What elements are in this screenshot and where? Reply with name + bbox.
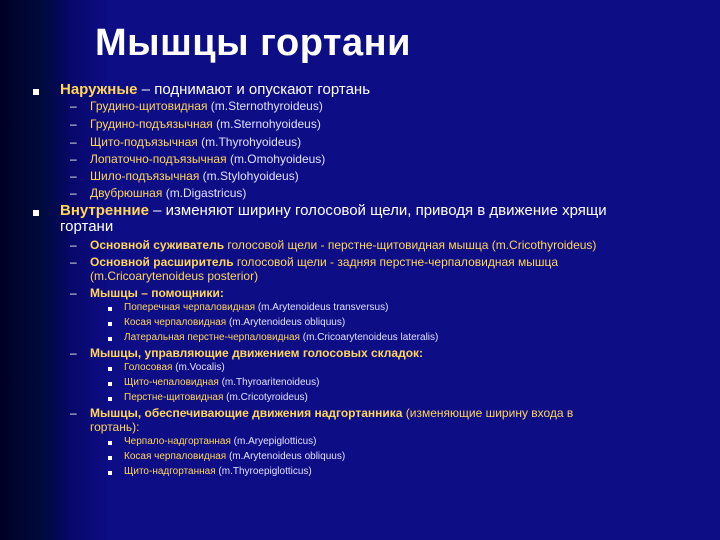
bullet-square-icon [108,307,112,311]
outer-item-lat: (m.Stylohyoideus) [199,169,299,183]
outer-item-lat: (m.Sternohyoideus) [212,117,321,131]
outer-item-lat: (m.Digastricus) [162,186,247,200]
vocal-item [124,377,319,388]
outer-item [90,99,323,113]
helper-item [124,317,345,328]
outer-item-lat: (m.Thyrohyoideus) [197,135,302,149]
dash-icon: – [70,169,77,183]
bullet-square-icon [108,382,112,386]
dash-icon: – [70,238,77,252]
dilator-line [90,255,558,269]
dash-icon: – [70,286,77,300]
epiglottis-item-lat: (m.Thyroepiglotticus) [215,466,312,477]
dash-icon: – [70,152,77,166]
bullet-square-icon [108,367,112,371]
epiglottis-item-lat: (m.Arytenoideus obliquus) [226,451,346,462]
vocal-item-lat: (m.Vocalis) [172,362,225,373]
vocal-item [124,362,225,373]
epiglottis-item-ru: Щито-надгортанная [124,466,216,477]
outer-item-lat: (m.Sternothyroideus) [207,99,323,113]
vocal-item [124,392,308,403]
epiglottis-line [90,406,573,420]
epiglottis-item [124,451,345,462]
dilator-desc: голосовой щели - задняя перстне-черпаловидная мышца [233,255,559,269]
outer-item-ru: Шило-подъязычная [90,169,200,183]
bullet-square-icon [33,89,39,95]
outer-heading: Наружные [60,81,138,98]
epiglottis-desc-cont: гортань): [90,420,140,434]
vocal-item-lat: (m.Thyroaritenoideus) [218,377,320,388]
bullet-square-icon [108,322,112,326]
dilator-heading: Основной расширитель [90,255,234,269]
helper-item-lat: (m.Arytenoideus obliquus) [226,317,346,328]
outer-item-ru: Грудино-щитовидная [90,99,208,113]
inner-desc-cont: гортани [60,218,114,235]
outer-item-ru: Щито-подъязычная [90,135,198,149]
vocal-item-ru: Щито-чепаловидная [124,377,219,388]
dash-icon: – [70,99,77,113]
dash-icon: – [70,255,77,269]
vocal-item-lat: (m.Cricotyroideus) [223,392,308,403]
helper-item [124,302,388,313]
dash-icon: – [70,346,77,360]
constrictor-line [90,238,596,252]
outer-heading-line [60,81,370,98]
bullet-square-icon [108,337,112,341]
bullet-square-icon [33,210,39,216]
outer-item-ru: Двубрюшная [90,186,163,200]
dash-icon: – [70,117,77,131]
outer-item [90,152,325,166]
vocal-heading: Мышцы, управляющие движением голосовых складок: [90,346,424,360]
dilator-desc-cont: (m.Cricoarytenoideus posterior) [90,269,259,283]
outer-item-ru: Грудино-подъязычная [90,117,213,131]
dash-icon: – [70,406,77,420]
outer-item-ru: Лопаточно-подъязычная [90,152,227,166]
epiglottis-item-lat: (m.Aryepiglotticus) [230,436,317,447]
epiglottis-heading: Мышцы, обеспечивающие движения надгортанника [90,406,403,420]
helper-item-ru: Латеральная перстне-черпаловидная [124,332,300,343]
epiglottis-item [124,436,316,447]
helper-item-ru: Поперечная черпаловидная [124,302,256,313]
bullet-square-icon [108,471,112,475]
inner-heading: Внутренние [60,202,149,219]
outer-item [90,169,299,183]
bullet-square-icon [108,441,112,445]
helper-item-lat: (m.Arytenoideus transversus) [255,302,389,313]
helpers-heading: Мышцы – помощники: [90,286,224,300]
epiglottis-desc: (изменяющие ширину входа в [402,406,574,420]
dash-icon: – [70,186,77,200]
helper-item-ru: Косая черпаловидная [124,317,227,328]
constrictor-desc: голосовой щели - перстне-щитовидная мышца (m.Cricothyroideus) [224,238,597,252]
constrictor-heading: Основной суживатель [90,238,225,252]
bullet-square-icon [108,456,112,460]
outer-item-lat: (m.Omohyoideus) [226,152,326,166]
outer-item [90,117,321,131]
inner-heading-line [60,202,607,219]
vocal-item-ru: Голосовая [124,362,173,373]
slide-title: Мышцы гортани [95,22,411,64]
outer-desc: – поднимают и опускают гортань [137,81,371,98]
epiglottis-item-ru: Косая черпаловидная [124,451,227,462]
bullet-square-icon [108,397,112,401]
inner-desc: – изменяют ширину голосовой щели, приводя в движение хрящи [148,202,607,219]
outer-item [90,186,246,200]
dash-icon: – [70,135,77,149]
epiglottis-item [124,466,312,477]
helper-item-lat: (m.Cricoarytenoideus lateralis) [299,332,439,343]
helper-item [124,332,438,343]
epiglottis-item-ru: Черпало-надгортанная [124,436,231,447]
outer-item [90,135,301,149]
vocal-item-ru: Перстне-щитовидная [124,392,224,403]
